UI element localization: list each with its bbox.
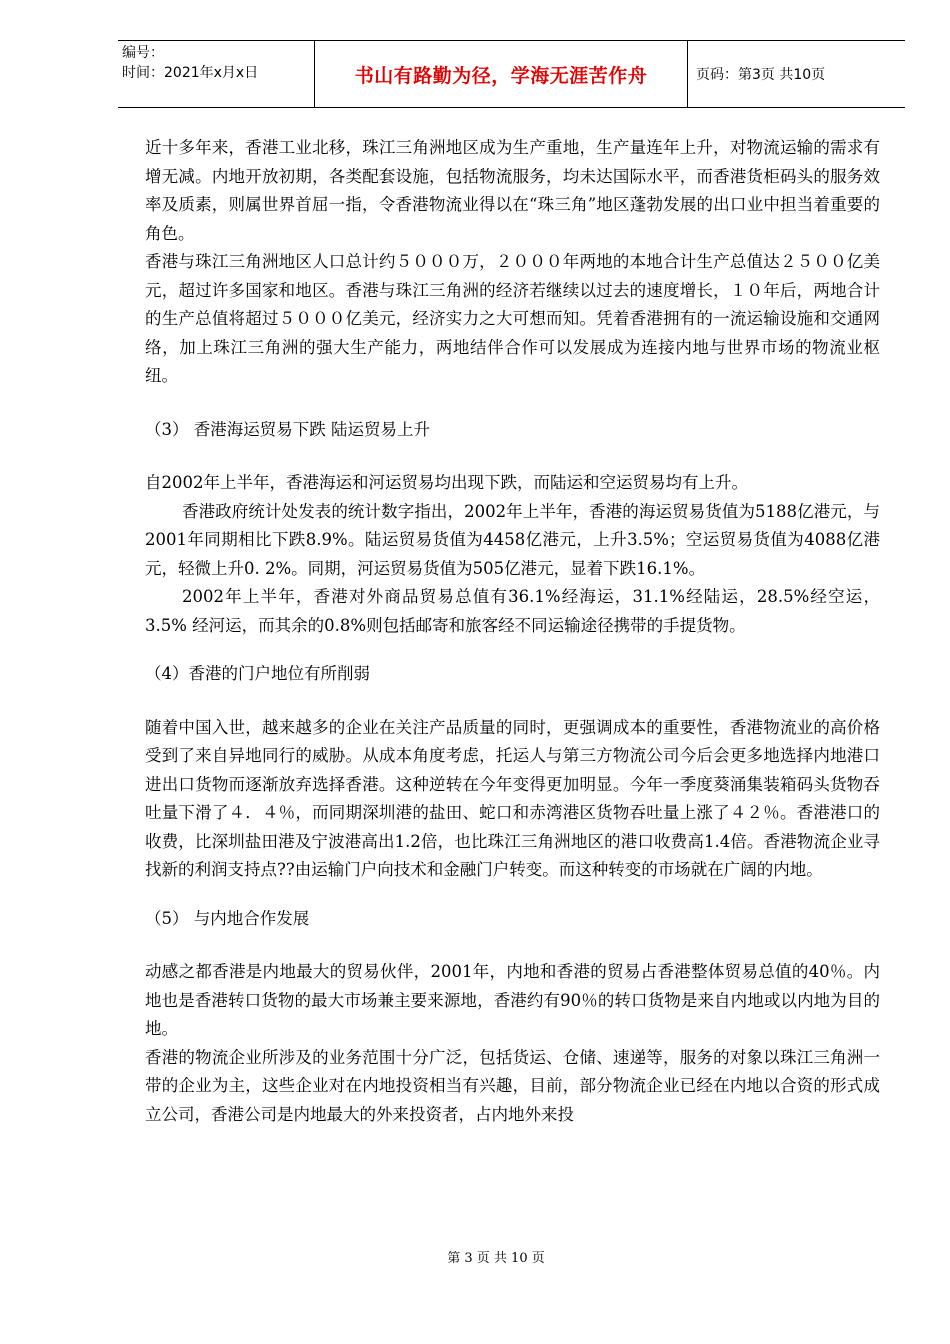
section-heading-3: （3） 香港海运贸易下跌 陆运贸易上升 [145,419,430,439]
header-motto: 书山有路勤为径，学海无涯苦作舟 [315,41,688,107]
section-heading-5: （5） 与内地合作发展 [145,908,310,928]
paragraph-logistics-scope: 香港的物流企业所涉及的业务范围十分广泛，包括货运、仓储、速递等，服务的对象以珠江三角洲一带的企业为主，这些企业对在内地投资相当有兴趣，目前，部分物流企业已经在内地以合资的形式成立公司，香港公司是内地最大的外来投资者，占内地外来投 [145,1047,880,1124]
paragraph-trade-share: 2002年上半年，香港对外商品贸易总值有36.1%经海运，31.1%经陆运，28.5%经空运，3.5% 经河运，而其余的0.8%则包括邮寄和旅客经不同运输途径携带的手提货物。 [145,587,880,635]
document-body [145,134,880,1129]
paragraph-hk-industry-shift: 近十多年来，香港工业北移，珠江三角洲地区成为生产重地，生产量连年上升，对物流运输的需求有增无减。内地开放初期，各类配套设施，包括物流服务，均未达国际水平，而香港货柜码头的服务效率及质素，则属世界首屈一指，令香港物流业得以在“珠三角”地区蓬勃发展的出口业中担当着重要的角色。 [145,138,880,243]
header-meta [118,41,315,107]
paragraph-trade-decline: 自2002年上半年，香港海运和河运贸易均出现下跌，而陆运和空运贸易均有上升。 [145,473,748,492]
paragraph-population-economy: 香港与珠江三角洲地区人口总计约５０００万，２０００年两地的本地合计生产总值达２５００亿美元，超过许多国家和地区。香港与珠江三角洲的经济若继续以过去的速度增长，１０年后，两地合计的生产总值将超过５０００亿美元，经济实力之大可想而知。凭着香港拥有的一流运输设施和交通网络，加上珠江三角洲的强大生产能力，两地结伴合作可以发展成为连接内地与世界市场的物流业枢纽。 [145,252,880,385]
document-number-label: 编号： [122,45,164,61]
document-time-label: 时间：2021年x月x日 [122,65,259,81]
page-footer: 第 3 页 共 10 页 [447,1251,545,1266]
document-header [118,40,905,108]
paragraph-trade-partner: 动感之都香港是内地最大的贸易伙伴，2001年，内地和香港的贸易占香港整体贸易总值的40％。内地也是香港转口货物的最大市场兼主要来源地，香港约有90％的转口货物是来自内地或以内地为目的地。 [145,962,880,1038]
paragraph-statistics: 香港政府统计处发表的统计数字指出，2002年上半年，香港的海运贸易货值为5188亿港元，与2001年同期相比下跌8.9%。陆运贸易货值为4458亿港元，上升3.5%；空运贸易货值为4088亿港元，轻微上升0. 2%。同期，河运贸易货值为505亿港元，显着下跌16.1%。 [145,501,880,578]
section-heading-4: （4）香港的门户地位有所削弱 [145,664,370,683]
paragraph-gateway-weakening: 随着中国入世，越来越多的企业在关注产品质量的同时，更强调成本的重要性，香港物流业的高价格受到了来自异地同行的威胁。从成本角度考虑，托运人与第三方物流公司今后会更多地选择内地港口进出口货物而逐渐放弃选择香港。这种逆转在今年变得更加明显。今年一季度葵涌集装箱码头货物吞吐量下滑了４．４％，而同期深圳港的盐田、蛇口和赤湾港区货物吞吐量上涨了４２％。香港港口的收费，比深圳盐田港及宁波港高出1.2倍，也比珠江三角洲地区的港口收费高1.4倍。香港物流企业寻找新的利润支持点??由运输门户向技术和金融门户转变。而这种转变的市场就在广阔的内地。 [145,717,880,879]
header-page-info: 页码：第3页 共10页 [696,67,826,83]
